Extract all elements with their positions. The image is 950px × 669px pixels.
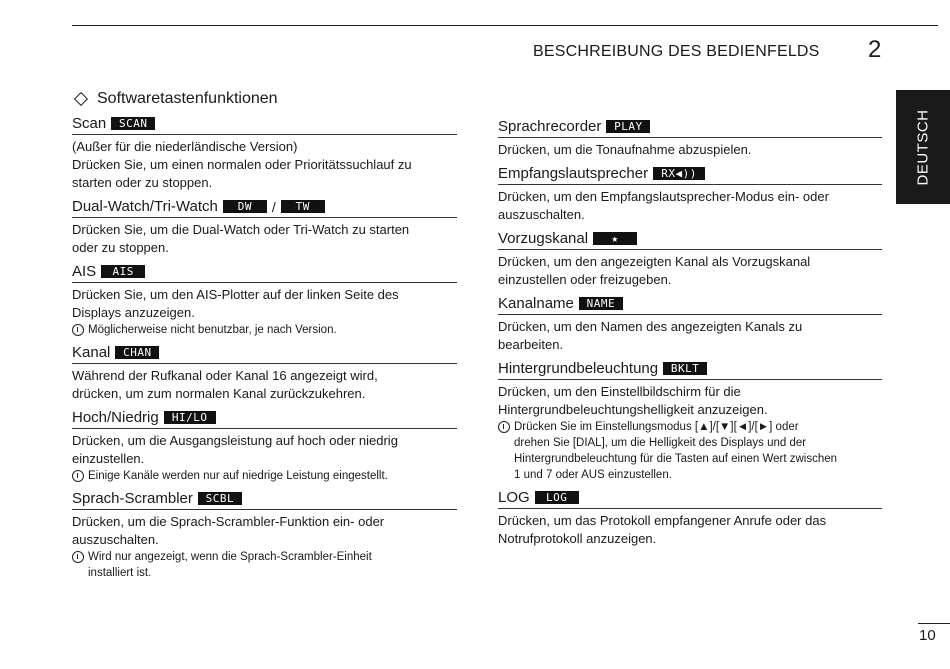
function-title: Empfangslautsprecher <box>498 165 649 182</box>
description-line: Drücken Sie, um einen normalen oder Prioritätssuchlauf zu <box>72 157 412 172</box>
function-item <box>72 263 457 338</box>
note-line: drehen Sie [DIAL], um die Helligkeit des Displays und der <box>514 437 807 449</box>
description-line: Drücken Sie, um den AIS-Plotter auf der linken Seite des <box>72 287 399 302</box>
function-item <box>72 490 457 581</box>
function-item <box>498 489 882 548</box>
function-item <box>498 118 882 159</box>
description-line: Displays anzuzeigen. <box>72 305 195 320</box>
softkey-label: TW <box>281 200 325 213</box>
left-item-list <box>72 115 457 581</box>
function-description <box>72 367 457 403</box>
description-line: auszuschalten. <box>498 207 585 222</box>
description-line: Drücken, um den Empfangslautsprecher-Modus ein- oder <box>498 189 829 204</box>
function-title: Kanal <box>72 344 111 361</box>
softkey-label: SCAN <box>111 117 155 130</box>
page-number: 10 <box>919 627 936 644</box>
function-description <box>498 318 882 354</box>
softkey-label: BKLT <box>663 362 707 375</box>
softkey-label: ★ <box>593 232 637 245</box>
softkey-label: AIS <box>101 265 145 278</box>
chapter-title: BESCHREIBUNG DES BEDIENFELDS <box>533 43 820 60</box>
chapter-number: 2 <box>868 36 882 63</box>
function-title: Hintergrundbeleuchtung <box>498 360 659 377</box>
right-column <box>498 118 882 554</box>
function-item <box>72 344 457 403</box>
info-icon <box>72 551 84 563</box>
left-column <box>72 90 457 587</box>
function-title: AIS <box>72 263 97 280</box>
note-line: installiert ist. <box>88 567 152 579</box>
function-description <box>72 513 457 549</box>
function-description <box>498 253 882 289</box>
diamond-icon <box>74 92 88 106</box>
note-text <box>88 322 337 338</box>
function-heading <box>72 198 457 218</box>
function-title: Vorzugskanal <box>498 230 589 247</box>
language-tab-label: DEUTSCH <box>914 108 932 186</box>
description-line: Drücken, um die Tonaufnahme abzuspielen. <box>498 142 752 157</box>
softkey-label: HI/LO <box>164 411 216 424</box>
function-title: Dual-Watch/Tri-Watch <box>72 198 218 215</box>
softkey-label: CHAN <box>115 346 159 359</box>
right-item-list <box>498 118 882 548</box>
function-title: Scan <box>72 115 107 132</box>
softkey-label: DW <box>223 200 267 213</box>
function-item <box>72 115 457 192</box>
description-line: Drücken, um die Ausgangsleistung auf hoch oder niedrig <box>72 433 398 448</box>
note-line: 1 und 7 oder AUS einzustellen. <box>514 469 672 481</box>
function-heading <box>72 344 457 364</box>
note <box>72 468 457 484</box>
function-heading <box>498 165 882 185</box>
description-line: Drücken, um den angezeigten Kanal als Vorzugskanal <box>498 254 811 269</box>
note-text <box>88 549 372 581</box>
function-title: Sprach-Scrambler <box>72 490 193 507</box>
function-item <box>72 198 457 257</box>
note <box>72 322 457 338</box>
description-line: Notrufprotokoll anzuzeigen. <box>498 531 657 546</box>
note-line: Hintergrundbeleuchtung für die Tasten auf einen Wert zwischen <box>514 453 838 465</box>
function-description <box>72 138 457 192</box>
description-line: Drücken, um den Einstellbildschirm für die <box>498 384 741 399</box>
note-text <box>88 468 388 484</box>
function-heading <box>498 295 882 315</box>
info-icon <box>498 421 510 433</box>
note-line: Wird nur angezeigt, wenn die Sprach-Scrambler-Einheit <box>88 551 372 563</box>
function-title: LOG <box>498 489 530 506</box>
function-heading <box>72 490 457 510</box>
function-description <box>72 286 457 322</box>
softkey-label: RX◀)) <box>653 167 705 180</box>
function-heading <box>72 115 457 135</box>
function-item <box>498 360 882 483</box>
function-heading <box>498 230 882 250</box>
function-item <box>498 295 882 354</box>
function-heading <box>498 360 882 380</box>
function-description <box>498 512 882 548</box>
function-description <box>498 383 882 419</box>
description-line: drücken, um zum normalen Kanal zurückzukehren. <box>72 386 366 401</box>
description-line: Drücken Sie, um die Dual-Watch oder Tri-Watch zu starten <box>72 222 410 237</box>
description-line: auszuschalten. <box>72 532 159 547</box>
function-heading <box>498 118 882 138</box>
description-line: einzustellen oder freizugeben. <box>498 272 672 287</box>
description-line: einzustellen. <box>72 451 145 466</box>
note <box>72 549 457 581</box>
info-icon <box>72 324 84 336</box>
description-line: Während der Rufkanal oder Kanal 16 angezeigt wird, <box>72 368 378 383</box>
function-item <box>498 165 882 224</box>
description-line: Drücken, um die Sprach-Scrambler-Funktion ein- oder <box>72 514 385 529</box>
function-title: Kanalname <box>498 295 574 312</box>
description-line: Drücken, um das Protokoll empfangener Anrufe oder das <box>498 513 827 528</box>
function-description <box>72 432 457 468</box>
softkey-label: PLAY <box>606 120 650 133</box>
description-line: (Außer für die niederländische Version) <box>72 139 298 154</box>
description-line: starten oder zu stoppen. <box>72 175 213 190</box>
note-line: Drücken Sie im Einstellungsmodus [▲]/[▼][◄]/[►] oder <box>514 421 799 433</box>
function-description <box>498 141 882 159</box>
description-line: Hintergrundbeleuchtungshelligkeit anzuzeigen. <box>498 402 768 417</box>
function-item <box>498 230 882 289</box>
note <box>498 419 882 483</box>
softkey-label: LOG <box>535 491 579 504</box>
function-description <box>72 221 457 257</box>
function-heading <box>72 263 457 283</box>
softkey-label: SCBL <box>198 492 242 505</box>
description-line: Drücken, um den Namen des angezeigten Kanals zu <box>498 319 803 334</box>
note-text <box>514 419 837 483</box>
top-rule <box>72 25 938 26</box>
note-line: Möglicherweise nicht benutzbar, je nach Version. <box>88 324 337 336</box>
description-line: oder zu stoppen. <box>72 240 169 255</box>
description-line: bearbeiten. <box>498 337 564 352</box>
softkey-label: NAME <box>579 297 623 310</box>
function-item <box>72 409 457 484</box>
function-heading <box>498 489 882 509</box>
function-title: Sprachrecorder <box>498 118 602 135</box>
function-title: Hoch/Niedrig <box>72 409 159 426</box>
function-heading <box>72 409 457 429</box>
note-line: Einige Kanäle werden nur auf niedrige Leistung eingestellt. <box>88 470 388 482</box>
language-tab <box>896 90 950 204</box>
section-title: Softwaretastenfunktionen <box>97 90 278 107</box>
function-description <box>498 188 882 224</box>
section-heading <box>72 90 457 108</box>
info-icon <box>72 470 84 482</box>
bottom-rule <box>918 623 950 624</box>
key-separator: / <box>271 198 276 215</box>
